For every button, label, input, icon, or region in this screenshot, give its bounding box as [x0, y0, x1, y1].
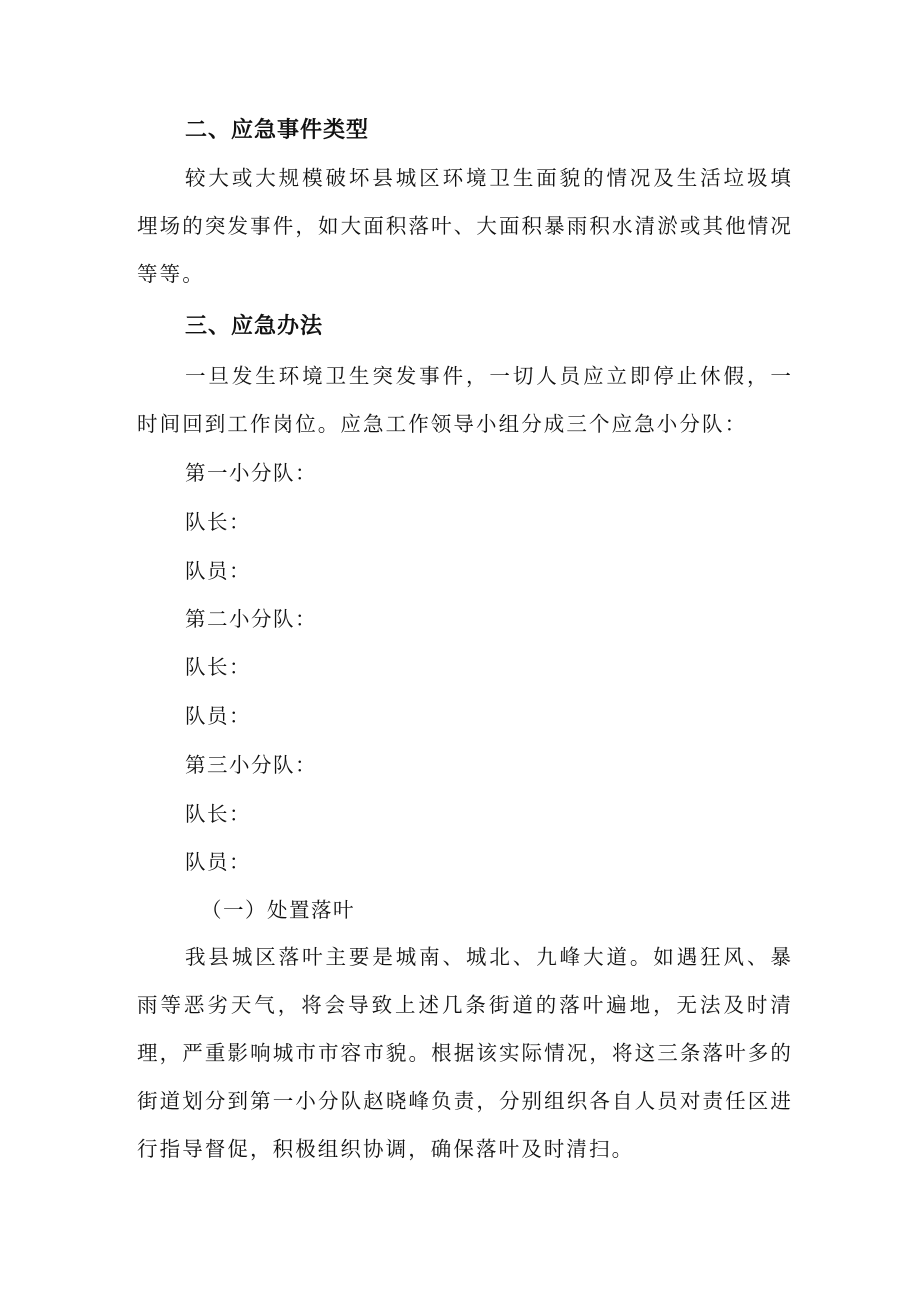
- section-2-paragraph: 较大或大规模破坏县城区环境卫生面貌的情况及生活垃圾填埋场的突发事件，如大面积落叶、大面积暴雨积水清淤或其他情况等等。: [137, 166, 793, 286]
- section-3-heading: 三、应急办法: [185, 314, 324, 339]
- team-1-leader: 队长：: [185, 510, 251, 534]
- section-3-paragraph: 一旦发生环境卫生突发事件，一切人员应立即停止休假，一时间回到工作岗位。应急工作领导小组分成三个应急小分队：: [137, 364, 793, 436]
- subsection-1-paragraph: 我县城区落叶主要是城南、城北、九峰大道。如遇狂风、暴雨等恶劣天气，将会导致上述几条街道的落叶遍地，无法及时清理，严重影响城市市容市貌。根据该实际情况，将这三条落叶多的街道划分到第一小分队赵晓峰负责，分别组织各自人员对责任区进行指导督促，积极组织协调，确保落叶及时清扫。: [137, 945, 793, 1161]
- subsection-1-heading: （一）处置落叶: [201, 898, 355, 922]
- team-1-name: 第一小分队：: [185, 461, 317, 485]
- team-2-members: 队员：: [185, 704, 251, 728]
- team-3-leader: 队长：: [185, 802, 251, 826]
- team-2-name: 第二小分队：: [185, 607, 317, 631]
- team-1-members: 队员：: [185, 559, 251, 583]
- team-2-leader: 队长：: [185, 655, 251, 679]
- section-2-heading: 二、应急事件类型: [185, 118, 370, 143]
- team-3-members: 队员：: [185, 850, 251, 874]
- team-3-name: 第三小分队：: [185, 753, 317, 777]
